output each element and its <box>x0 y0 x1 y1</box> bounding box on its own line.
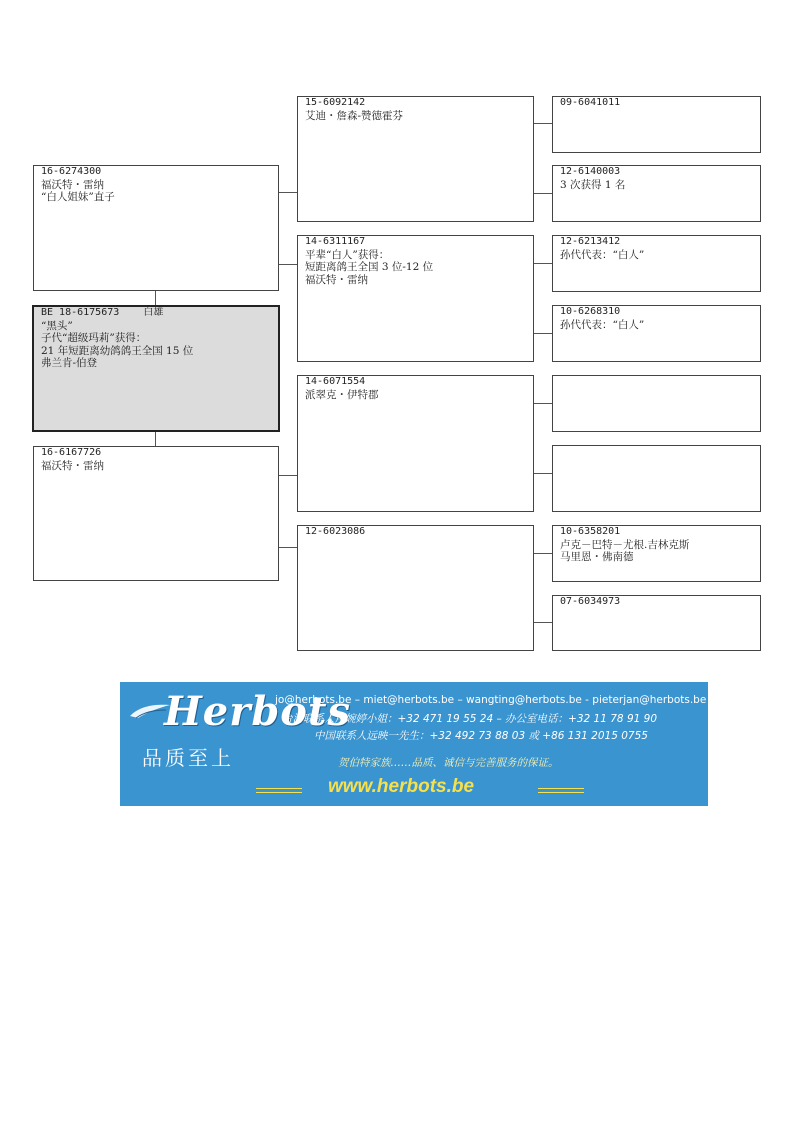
ring-number: 09-6041011 <box>560 97 621 108</box>
ring-number: 12-6140003 <box>560 166 621 177</box>
pedigree-mfm <box>552 445 761 512</box>
connector <box>533 333 552 334</box>
ring-number: 12-6023086 <box>305 526 366 537</box>
pedigree-mm <box>297 525 534 651</box>
tagline: 品质至上 <box>142 746 234 770</box>
ring-number: 15-6092142 <box>305 97 366 108</box>
connector <box>533 553 552 554</box>
note-line: 短距离鸽王全国 3 位-12 位 <box>305 261 434 273</box>
website-link[interactable]: www.herbots.be <box>328 776 475 797</box>
ring-number: BE 18-6175673 <box>41 307 120 318</box>
note-line: 孙代代表：“白人” <box>560 248 645 261</box>
pedigree-mmf <box>552 525 761 582</box>
note-line: 福沃特・雷纳 <box>41 178 104 191</box>
note-line: “白人姐妹”直子 <box>41 191 115 203</box>
note-line: 卢克－巴特－尤根.吉林克斯 <box>560 538 690 551</box>
sex-label: 白雄 <box>143 307 164 318</box>
connector <box>278 264 297 265</box>
connector <box>533 123 552 124</box>
herbots-banner[interactable] <box>120 682 708 806</box>
connector <box>533 263 552 264</box>
pedigree-mf <box>297 375 534 512</box>
contact-china: 中国联系人远映一先生：+32 492 73 88 03 或 +86 131 2015 0755 <box>314 730 648 742</box>
note-line: 平辈“白人”获得： <box>305 248 390 261</box>
email-list[interactable]: jo@herbots.be – miet@herbots.be – wangting@herbots.be - pieterjan@herbots.be <box>275 694 707 706</box>
note-line: 21 年短距离幼鸽鸽王全国 15 位 <box>41 344 194 357</box>
note-line: 派翠克・伊特郡 <box>305 388 379 401</box>
connector <box>533 403 552 404</box>
note-line: “黑头” <box>41 319 73 332</box>
divider-left <box>256 788 302 793</box>
ring-number: 10-6358201 <box>560 526 621 537</box>
pedigree-fff <box>552 96 761 153</box>
pedigree-father <box>33 165 279 291</box>
ring-number: 16-6167726 <box>41 447 102 458</box>
pedigree-mff <box>552 375 761 432</box>
note-line: 艾迪・詹森-赞德霍芬 <box>305 109 404 122</box>
subject-ring-line <box>41 307 278 320</box>
slogan: 贺伯特家族……品质、诚信与完善服务的保证。 <box>338 757 559 769</box>
note-line: 福沃特・雷纳 <box>305 273 368 286</box>
note-line: 子代“超级玛莉”获得： <box>41 332 147 344</box>
connector <box>278 547 297 548</box>
note-line: 孙代代表：“白人” <box>560 318 645 331</box>
pedigree-fmf <box>552 235 761 292</box>
connector <box>155 431 156 447</box>
connector <box>155 290 156 306</box>
divider-right <box>538 788 584 793</box>
ring-number: 16-6274300 <box>41 166 102 177</box>
connector <box>533 193 552 194</box>
note-line: 弗兰肯-伯登 <box>41 357 98 369</box>
contact-taiwan: 台湾联系人卢婉婷小姐：+32 471 19 55 24 – 办公室电话：+32 11 78 91 90 <box>282 713 658 725</box>
connector <box>278 192 297 193</box>
note-line: 马里恩・佛南德 <box>560 551 634 563</box>
pedigree-ff <box>297 96 534 222</box>
pedigree-fmm <box>552 305 761 362</box>
pedigree-mother <box>33 446 279 581</box>
note-line: 福沃特・雷纳 <box>41 459 104 472</box>
ring-number: 12-6213412 <box>560 236 621 247</box>
connector <box>533 473 552 474</box>
herbots-logo: Herbots <box>164 688 351 735</box>
ring-number: 07-6034973 <box>560 596 621 607</box>
connector <box>278 475 297 476</box>
note-line: 3 次获得 1 名 <box>560 178 626 191</box>
ring-number: 14-6071554 <box>305 376 366 387</box>
ring-number: 14-6311167 <box>305 236 366 247</box>
pedigree-subject <box>32 305 280 432</box>
pedigree-mmm <box>552 595 761 651</box>
pedigree-ffm <box>552 165 761 222</box>
connector <box>533 622 552 623</box>
pedigree-fm <box>297 235 534 362</box>
ring-number: 10-6268310 <box>560 306 621 317</box>
